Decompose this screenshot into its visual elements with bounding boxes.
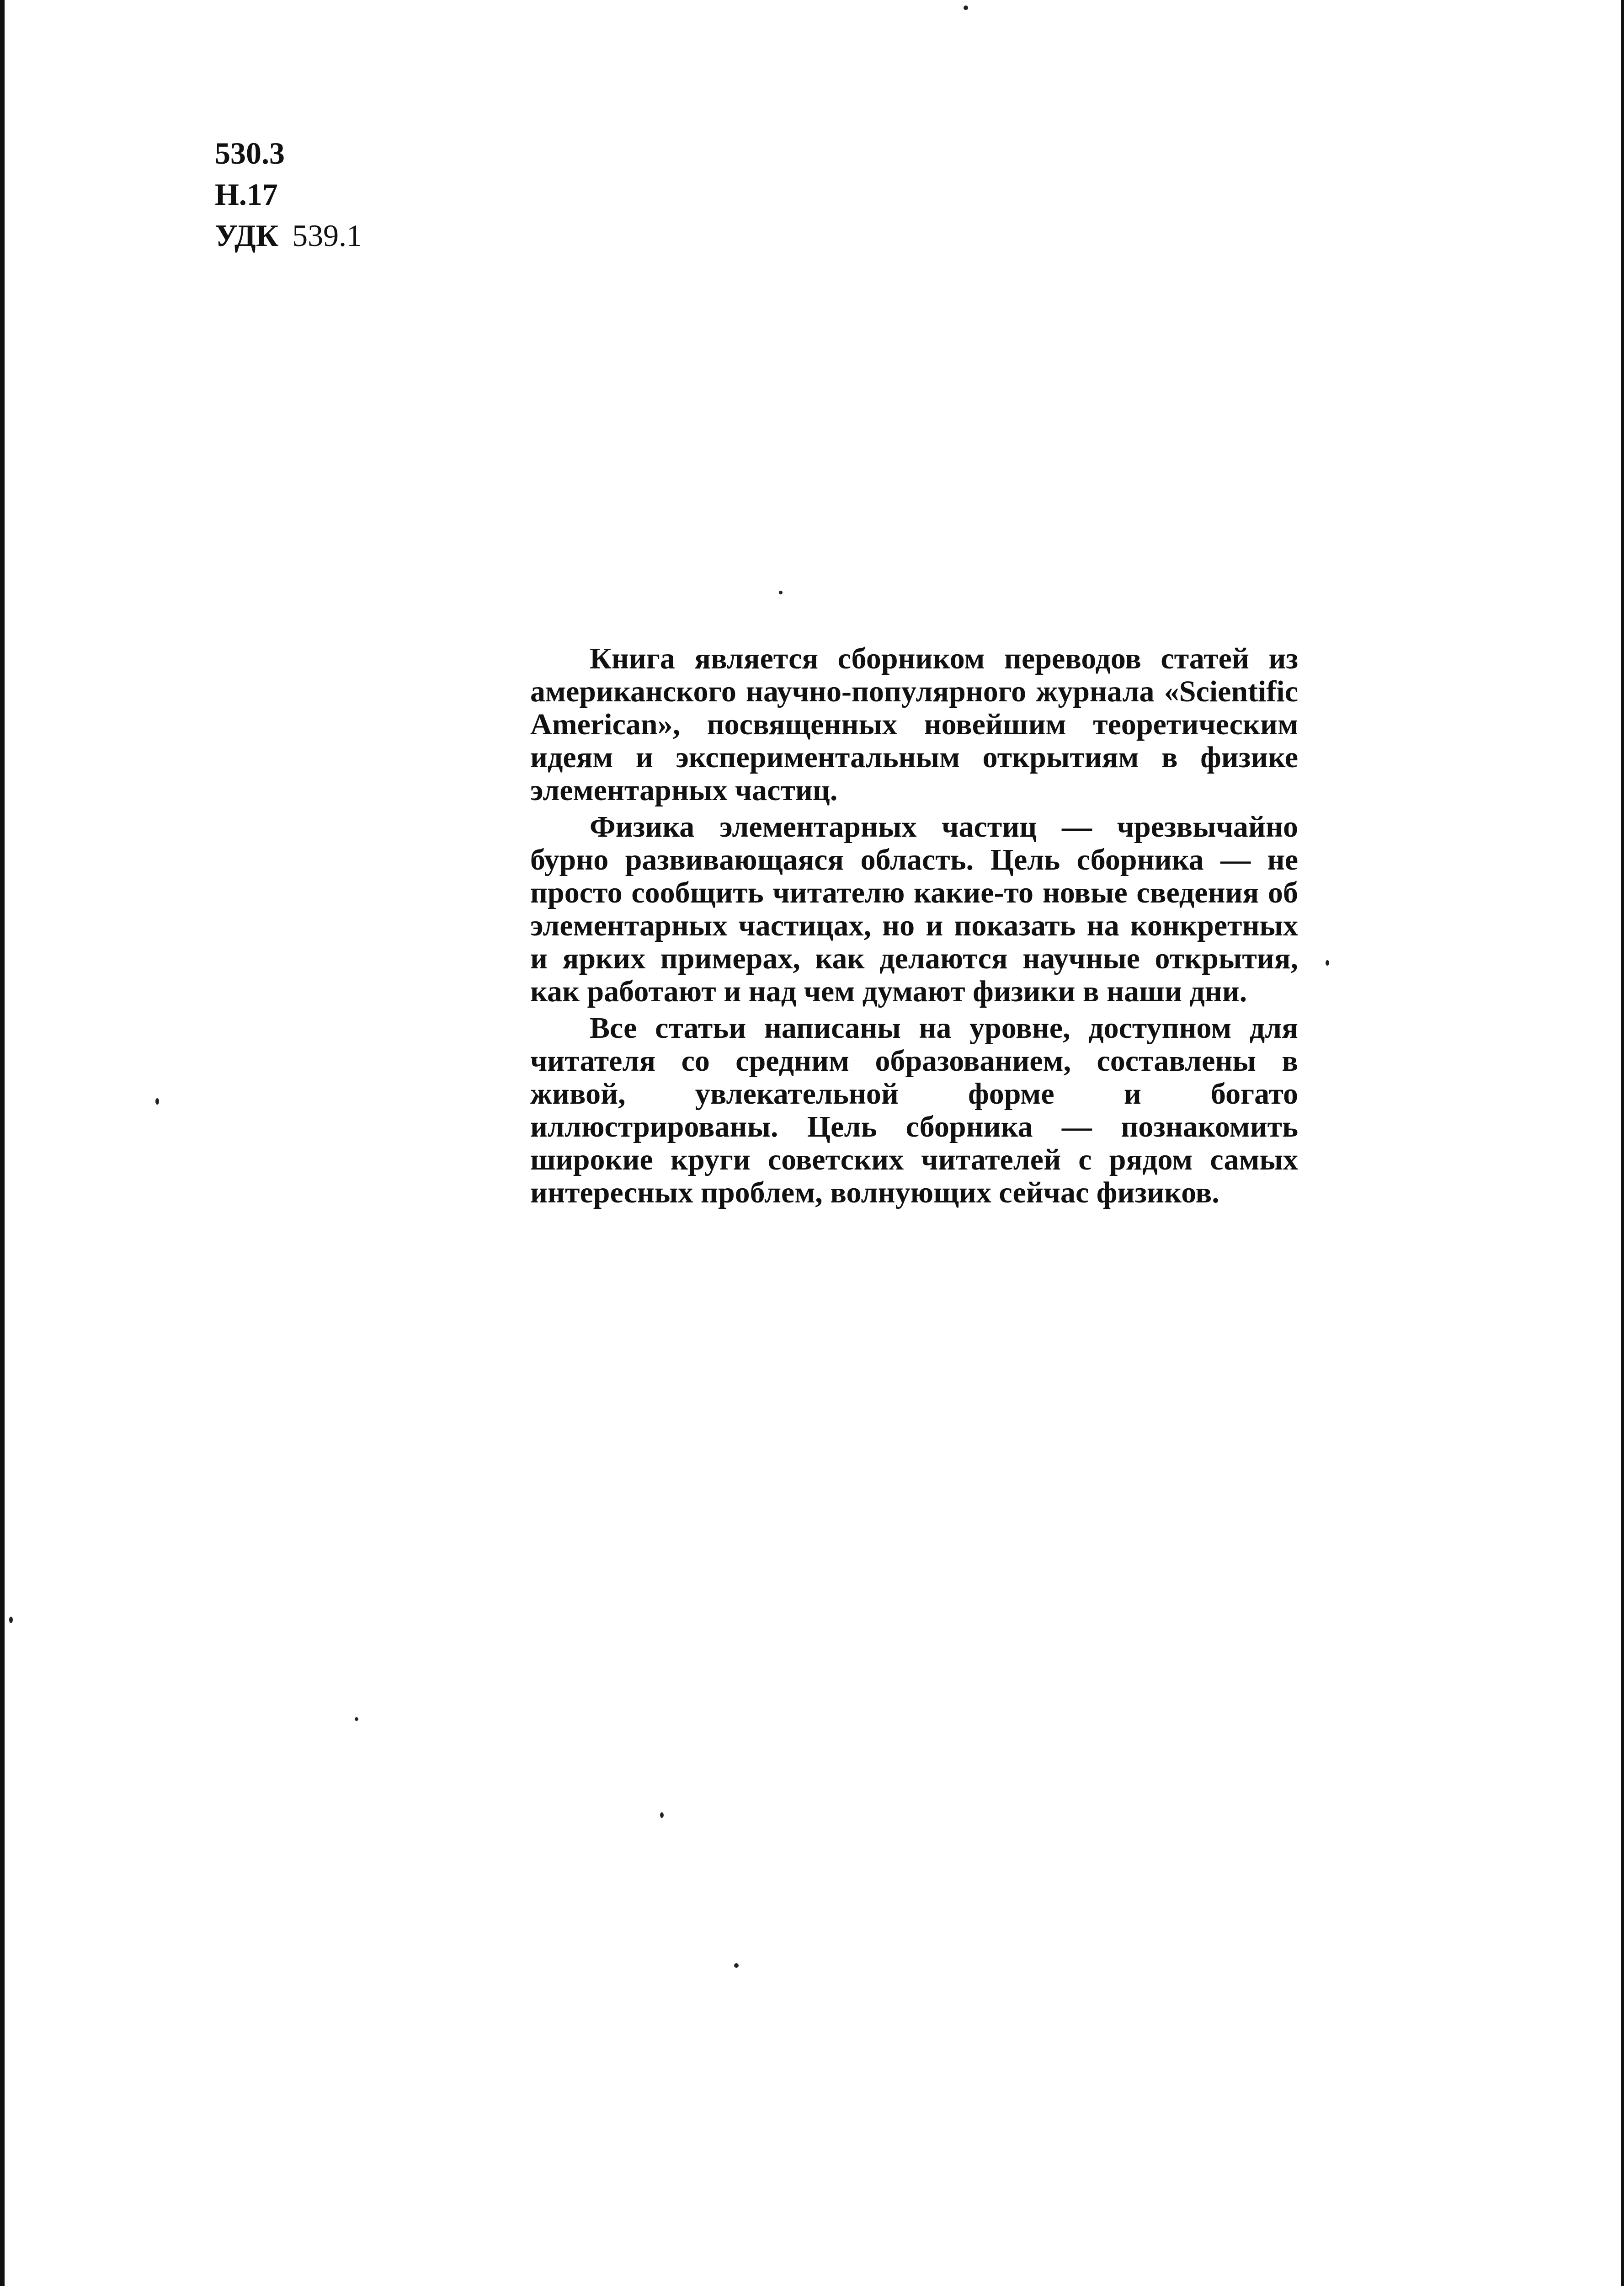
udk-value: 539.1: [292, 218, 362, 253]
scan-speck: [734, 1963, 739, 1968]
scan-speck: [355, 1717, 358, 1721]
author-mark: Н.17: [215, 177, 278, 212]
scan-speck: [964, 5, 968, 10]
scan-speck: [9, 1617, 13, 1623]
classification-block: [215, 133, 362, 256]
udk-line: [215, 215, 362, 256]
page-border-right: [1621, 0, 1624, 2286]
classification-code: 530.3: [215, 136, 285, 171]
annotation-paragraph: Физика элементарных частиц — чрезвычайно бурно развивающаяся область. Цель сборника — не просто сообщить читателю какие-то новые сведения об элементарных частицах, но и показать на конкретных и ярких примерах, как делаются научные открытия, как работают и над чем думают физики в наши дни.: [530, 810, 1298, 1008]
scan-speck: [1326, 960, 1329, 966]
udk-label: УДК: [215, 218, 279, 253]
page-border-left: [0, 0, 5, 2286]
annotation-paragraph: Все статьи написаны на уровне, доступном для читателя со средним образованием, составлены в живой, увлекательной форме и богато иллюстрированы. Цель сборника — познакомить широкие круги советских читателей с рядом самых интересных проблем, волнующих сейчас физиков.: [530, 1011, 1298, 1209]
scan-speck: [155, 1098, 159, 1105]
scan-speck: [779, 591, 783, 594]
book-annotation: [530, 642, 1298, 1213]
scan-speck: [660, 1812, 664, 1818]
annotation-paragraph: Книга является сборником переводов статей из американского научно-популярного журнала «Scientific American», посвященных новейшим теоретическим идеям и экспериментальным открытиям в физике элементарных частиц.: [530, 642, 1298, 807]
